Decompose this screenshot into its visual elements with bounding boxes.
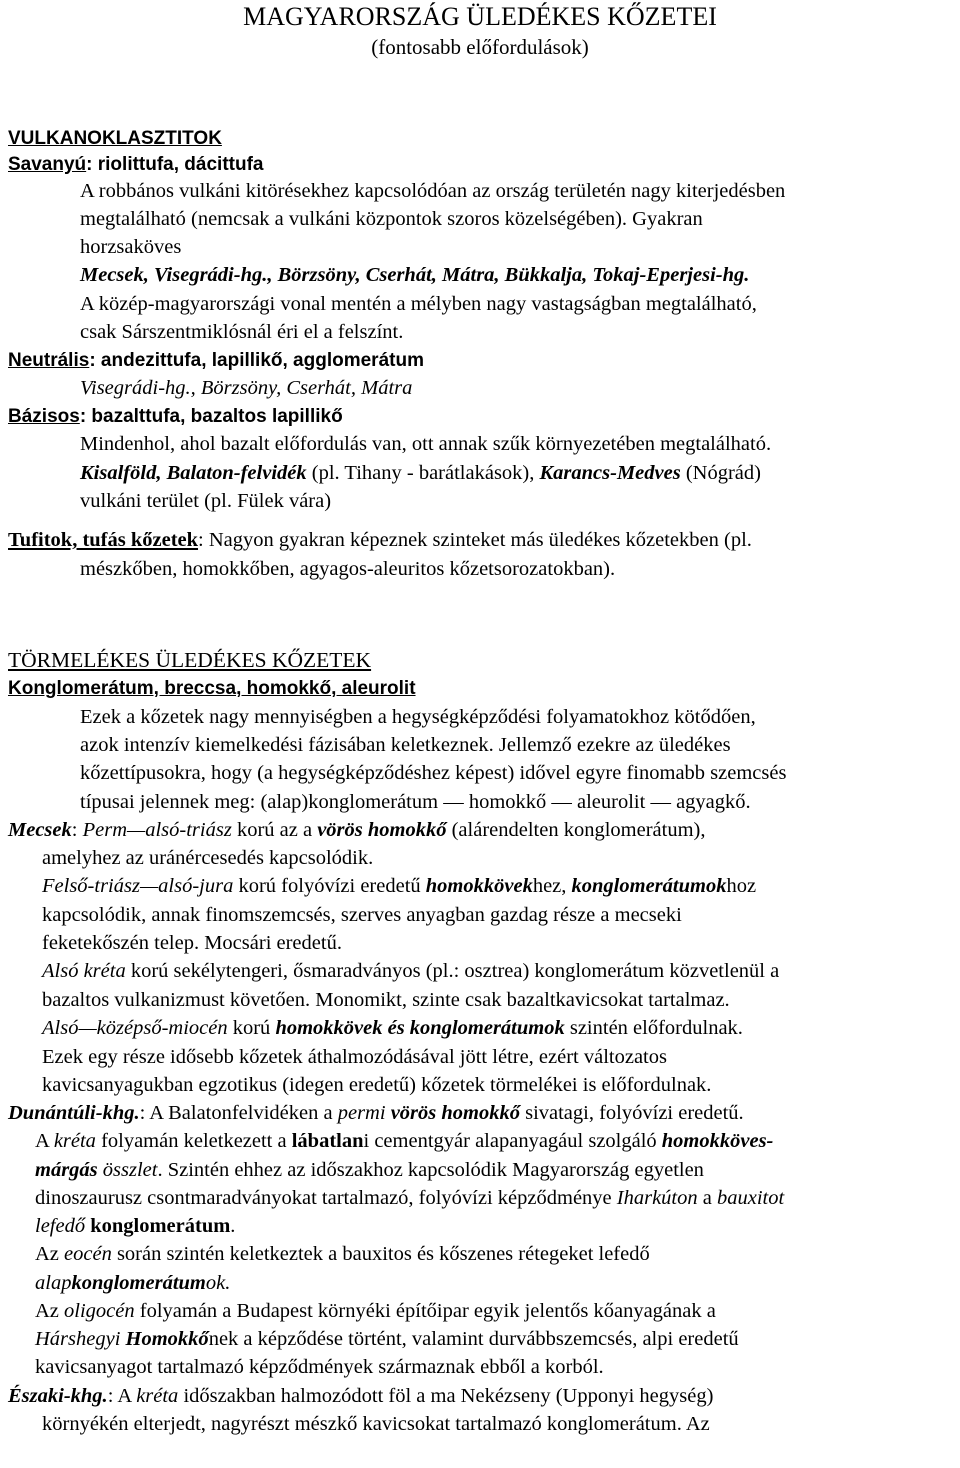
text-run: Az xyxy=(35,1300,65,1322)
text-run: horzsaköves xyxy=(80,236,182,258)
text-run: homokköves- xyxy=(661,1130,774,1152)
text-run: Visegrádi-hg. xyxy=(80,377,191,399)
text-run: homokkövek xyxy=(425,875,533,897)
text-run: i cementgyár alapanyagául szolgáló xyxy=(363,1130,662,1152)
text-line xyxy=(35,1270,230,1297)
text-run: amelyhez az uránércesedés kapcsolódik. xyxy=(42,847,374,869)
text-run: korú xyxy=(227,1017,276,1039)
text-line xyxy=(80,431,771,458)
text-run: Konglomerátum, breccsa, homokkő, aleurolit xyxy=(8,678,416,699)
text-run: konglomerátum xyxy=(71,1272,206,1294)
text-run: Ezek a kőzetek nagy mennyiségben a hegységképződési folyamatokhoz kötődően, xyxy=(80,706,756,728)
text-line xyxy=(42,958,779,985)
page-subtitle: (fontosabb előfordulások) xyxy=(371,35,589,59)
text-run: Dunántúli-khg. xyxy=(8,1102,140,1124)
text-run: konglomerátumok xyxy=(571,875,727,897)
text-run: , Börzsöny, Cserhát, Mátra, Bükkalja, Tokaj-Eperjesi-hg. xyxy=(267,264,750,286)
text-run: Mecsek, Visegrádi-hg. xyxy=(80,264,268,286)
text-run: folyamán a Budapest környéki építőipar egyik jelentős kőanyagának a xyxy=(134,1300,716,1322)
text-run: sivatagi, folyóvízi eredetű. xyxy=(519,1102,744,1124)
text-run: csak Sárszentmiklósnál éri el a felszínt. xyxy=(80,321,404,343)
text-run: időszakban halmozódott föl a ma Nekézseny (Upponyi hegység) xyxy=(178,1385,714,1407)
text-run: korú az a xyxy=(231,819,318,841)
text-line xyxy=(42,987,730,1014)
text-line xyxy=(80,234,181,261)
text-run: Kisalföld, Balaton-felvidék xyxy=(80,462,307,484)
text-line xyxy=(8,124,222,152)
text-line xyxy=(35,1298,716,1325)
text-run: (alárendelten konglomerátum), xyxy=(446,819,706,841)
text-run: bazaltos vulkanizmust követően. Monomikt, szinte csak bazaltkavicsokat tartalmaz. xyxy=(42,989,730,1011)
text-run: Karancs-Medves xyxy=(539,462,681,484)
text-line xyxy=(80,488,331,515)
text-line xyxy=(8,151,263,178)
text-line xyxy=(80,375,412,402)
text-run: Északi-khg. xyxy=(8,1385,108,1407)
text-line xyxy=(80,704,756,731)
text-line xyxy=(8,527,752,554)
text-line xyxy=(8,817,705,844)
text-line xyxy=(42,873,756,900)
text-run: : Nagyon gyakran képeznek szinteket más üledékes kőzetekben (pl. xyxy=(198,529,752,551)
text-run: korú sekélytengeri, ősmaradványos (pl.: osztrea) konglomerátum közvetlenül a xyxy=(125,960,780,982)
text-run: Az xyxy=(35,1243,65,1265)
text-run: : bazalttufa, bazaltos lapillikő xyxy=(79,406,343,427)
text-run: kavicsanyagot tartalmazó képződmények származnak ebből a korból. xyxy=(35,1356,604,1378)
text-run: Neutrális xyxy=(8,350,90,371)
text-run: szintén előfordulnak. xyxy=(564,1017,743,1039)
text-run: Iharkúton xyxy=(616,1187,698,1209)
text-run: Alsó kréta xyxy=(42,960,126,982)
text-line xyxy=(80,732,731,759)
text-line xyxy=(80,206,703,233)
text-run: kapcsolódik, annak finomszemcsés, szerves anyagban gazdag része a mecseki xyxy=(42,904,682,926)
text-run: kőzettípusokra, hogy (a hegységképződéshez képest) idővel egyre finomabb szemcsés xyxy=(80,762,787,784)
page-title: MAGYARORSZÁG ÜLEDÉKES KŐZETEI xyxy=(243,2,717,31)
text-run: során szintén keletkeztek a bauxitos és kőszenes rétegeket lefedő xyxy=(111,1243,650,1265)
text-line xyxy=(42,1072,711,1099)
text-run: konglomerátum xyxy=(90,1215,231,1237)
text-line xyxy=(8,1100,744,1127)
text-line xyxy=(80,319,403,346)
text-run: kréta xyxy=(136,1385,179,1407)
text-run: : riolittufa, dácittufa xyxy=(86,154,264,175)
text-run: A robbános vulkáni kitörésekhez kapcsolódóan az ország területén nagy kiterjedésben xyxy=(80,180,786,202)
text-line xyxy=(80,291,757,318)
text-line xyxy=(35,1213,235,1240)
text-line xyxy=(80,760,786,787)
text-run: dinoszaurusz csontmaradványokat tartalmazó, folyóvízi képződménye xyxy=(35,1187,617,1209)
text-line xyxy=(42,930,342,957)
text-run: permi xyxy=(337,1102,386,1124)
text-run: megtalálható (nemcsak a vulkáni központok szoros közelségében). Gyakran xyxy=(80,208,703,230)
text-line xyxy=(35,1326,739,1353)
text-run: vörös homokkő xyxy=(317,819,447,841)
text-run: hoz xyxy=(726,875,757,897)
text-run: : A xyxy=(107,1385,137,1407)
text-run: . xyxy=(230,1215,236,1237)
text-line xyxy=(80,556,615,583)
text-line xyxy=(35,1128,773,1155)
text-run: : A Balatonfelvidéken a xyxy=(139,1102,338,1124)
text-run: Ezek egy része idősebb kőzetek áthalmozódásával jött létre, ezért változatos xyxy=(42,1046,667,1068)
text-line xyxy=(8,647,371,674)
text-line xyxy=(35,1157,704,1184)
text-run: Bázisos xyxy=(8,406,80,427)
text-run: , Börzsöny, Cserhát, Mátra xyxy=(190,377,413,399)
text-run: Hárshegyi xyxy=(35,1328,126,1350)
text-run: típusai jelennek meg: (alap)konglomerátum — homokkő — aleurolit — agyagkő. xyxy=(80,791,751,813)
text-line xyxy=(35,1241,650,1268)
text-run: ok. xyxy=(205,1272,231,1294)
text-run: feketekőszén telep. Mocsári eredetű. xyxy=(42,932,342,954)
text-run: kréta xyxy=(53,1130,96,1152)
text-run: eocén xyxy=(64,1243,112,1265)
text-run: VULKANOKLASZTITOK xyxy=(8,128,222,149)
text-line xyxy=(42,1411,710,1438)
text-run: nek a képződése történt, valamint durvábbszemcsés, alpi eredetű xyxy=(208,1328,739,1350)
text-run: vulkáni terület (pl. Fülek vára) xyxy=(80,490,332,512)
text-run: (Nógrád) xyxy=(680,462,761,484)
text-run: Perm—alsó-triász xyxy=(82,819,232,841)
text-run: (pl. Tihany - barátlakások), xyxy=(306,462,540,484)
text-run: lábatlan xyxy=(291,1130,364,1152)
text-run: : xyxy=(71,819,83,841)
text-run: : andezittufa, lapillikő, agglomerátum xyxy=(89,350,424,371)
text-line xyxy=(80,262,749,289)
text-run: Mindenhol, ahol bazalt előfordulás van, ott annak szűk környezetében megtalálható. xyxy=(80,433,772,455)
text-run: A közép-magyarországi vonal mentén a mélyben nagy vastagságban megtalálható, xyxy=(80,293,757,315)
text-run: Savanyú xyxy=(8,154,87,175)
text-run: Felső-triász—alsó-jura xyxy=(42,875,234,897)
text-run: vörös homokkő xyxy=(390,1102,520,1124)
text-run: korú folyóvízi eredetű xyxy=(233,875,426,897)
text-line xyxy=(35,1354,604,1381)
text-run: kavicsanyagukban egzotikus (idegen eredetű) kőzetek törmelékei is előfordulnak. xyxy=(42,1074,712,1096)
text-line xyxy=(8,347,424,374)
text-line xyxy=(42,845,373,872)
text-line xyxy=(42,1044,667,1071)
text-run: Mecsek xyxy=(8,819,72,841)
text-run: folyamán keletkezett a xyxy=(95,1130,292,1152)
text-line xyxy=(8,675,416,702)
text-run: márgás xyxy=(35,1159,98,1181)
text-run: azok intenzív kiemelkedési fázisában keletkeznek. Jellemző ezekre az üledékes xyxy=(80,734,731,756)
text-run: Tufitok, tufás kőzetek xyxy=(8,529,199,551)
text-line xyxy=(80,460,761,487)
text-line xyxy=(8,1383,713,1410)
text-line xyxy=(35,1185,784,1212)
text-run: összlet xyxy=(97,1159,158,1181)
text-line xyxy=(42,902,682,929)
text-run: Homokkő xyxy=(125,1328,209,1350)
text-run: környékén elterjedt, nagyrészt mészkő kavicsokat tartalmazó konglomerátum. Az xyxy=(42,1413,710,1435)
text-run: hez, xyxy=(532,875,572,897)
text-run: mészkőben, homokkőben, agyagos-aleuritos kőzetsorozatokban). xyxy=(80,558,616,580)
text-run: a xyxy=(697,1187,717,1209)
text-run: TÖRMELÉKES ÜLEDÉKES KŐZETEK xyxy=(8,648,372,672)
text-run: homokkövek és konglomerátumok xyxy=(275,1017,565,1039)
text-run: bauxitot xyxy=(717,1187,785,1209)
text-run: . Szintén ehhez az időszakhoz kapcsolódik Magyarország egyetlen xyxy=(157,1159,704,1181)
text-line xyxy=(80,789,751,816)
text-run: Alsó—középső-miocén xyxy=(42,1017,228,1039)
text-run: A xyxy=(35,1130,54,1152)
text-line xyxy=(8,403,343,430)
text-run: alap xyxy=(35,1272,72,1294)
text-line xyxy=(42,1015,743,1042)
text-run: oligocén xyxy=(64,1300,135,1322)
text-line xyxy=(80,178,785,205)
text-run: lefedő xyxy=(35,1215,86,1237)
